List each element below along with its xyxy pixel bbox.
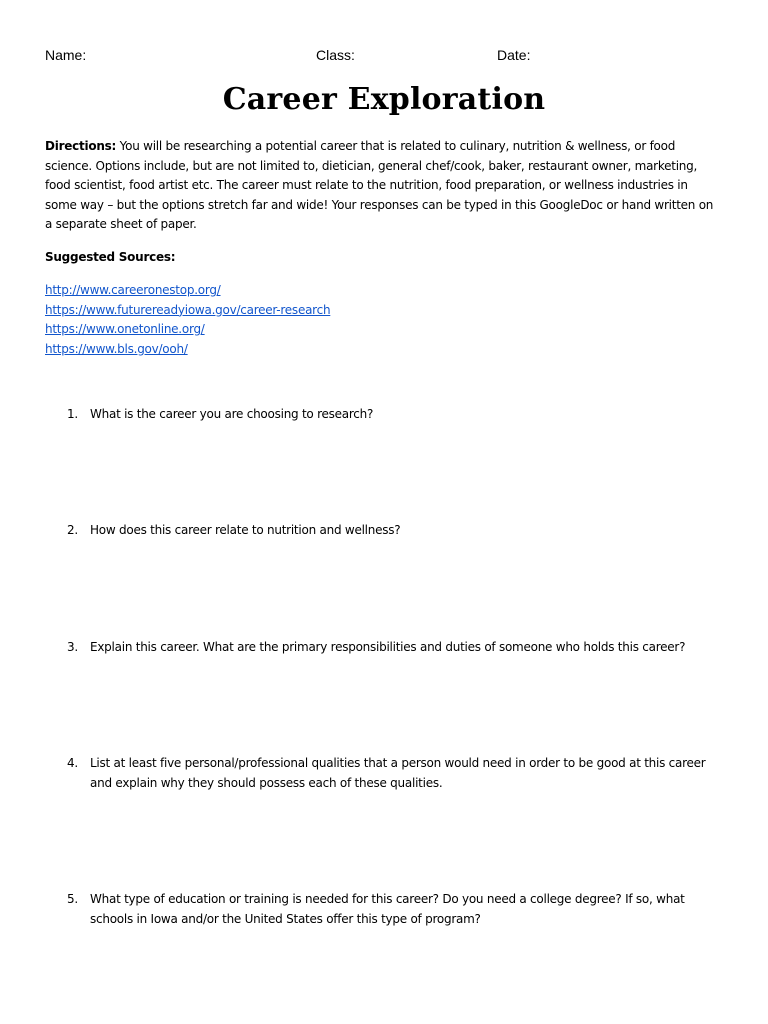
date-label: Date:	[497, 47, 531, 63]
directions-paragraph	[45, 137, 721, 235]
source-link-bls[interactable]: https://www.bls.gov/ooh/	[45, 341, 188, 356]
source-item	[45, 281, 330, 301]
question-number: 1.	[67, 407, 78, 421]
page-title: Career Exploration	[222, 82, 546, 117]
question-text: What is the career you are choosing to research?	[90, 407, 374, 421]
directions-label: Directions:	[45, 139, 117, 153]
question-number: 2.	[67, 523, 78, 537]
directions-text: You will be researching a potential career that is related to culinary, nutrition & wellness, or food science. Options include, but are not limited to, dietician, general chef/cook, baker, restaurant owner, marketing, food scientist, food artist etc. The career must relate to the nutrition, food preparation, or wellness industries in some way – but the options stretch far and wide! Your responses can be typed in this GoogleDoc or hand written on a separate sheet of paper.	[45, 139, 714, 232]
name-label: Name:	[45, 47, 87, 63]
source-link-careeronestop[interactable]: http://www.careeronestop.org/	[45, 283, 221, 297]
source-item	[45, 320, 330, 340]
question-text: List at least five personal/professional qualities that a person would need in order to be good at this career and explain why they should possess each of these qualities.	[90, 756, 706, 790]
source-item	[45, 301, 330, 321]
source-link-futurereadyiowa[interactable]: https://www.futurereadyiowa.gov/career-research	[45, 302, 331, 317]
question-text: Explain this career. What are the primary responsibilities and duties of someone who holds this career?	[90, 640, 686, 654]
question-number: 4.	[67, 756, 78, 770]
question-number: 5.	[67, 892, 78, 906]
sources-list	[45, 281, 330, 359]
question-number: 3.	[67, 640, 78, 654]
class-label: Class:	[316, 47, 355, 63]
sources-heading: Suggested Sources:	[45, 250, 176, 264]
source-link-onetonline[interactable]: https://www.onetonline.org/	[45, 322, 205, 337]
question-text: What type of education or training is needed for this career? Do you need a college degree? If so, what schools in Iowa and/or the United States offer this type of program?	[90, 892, 685, 926]
source-item	[45, 340, 330, 360]
question-text: How does this career relate to nutrition and wellness?	[90, 523, 401, 537]
